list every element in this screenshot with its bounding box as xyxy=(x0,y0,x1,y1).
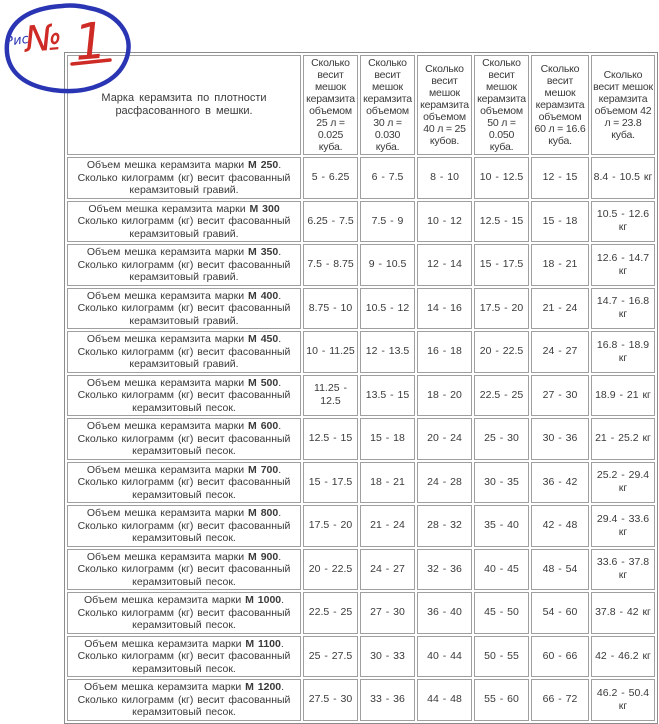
row-label xyxy=(67,636,301,678)
row-label-before: Объем мешка керамзита марки xyxy=(88,202,250,215)
value-cell: 20 - 22.5 xyxy=(474,331,529,373)
value-cell: 66 - 72 xyxy=(531,679,589,721)
value-cell: 36 - 40 xyxy=(417,592,472,634)
row-label xyxy=(67,679,301,721)
value-cell: 7.5 - 8.75 xyxy=(303,244,358,286)
row-grade: М 700 xyxy=(248,463,279,476)
row-label-before: Объем мешка керамзита марки xyxy=(86,159,249,171)
annotation-number-value: 1 xyxy=(71,11,109,72)
column-header-42l: Сколько весит мешок керамзита объемом 42 л = 23.8 куба. xyxy=(591,55,655,155)
value-cell: 15 - 18 xyxy=(360,418,415,460)
row-label xyxy=(67,331,301,373)
table-row xyxy=(67,505,655,547)
value-cell: 5 - 6.25 xyxy=(303,157,358,199)
value-cell: 12 - 14 xyxy=(417,244,472,286)
row-grade: М 350 xyxy=(248,246,279,258)
row-label xyxy=(67,418,301,460)
value-cell: 55 - 60 xyxy=(474,679,529,721)
value-cell: 27 - 30 xyxy=(531,375,589,417)
table-row xyxy=(67,549,655,591)
row-label xyxy=(67,549,301,591)
fig-label: Рис xyxy=(4,31,30,50)
table-row xyxy=(67,244,655,286)
row-grade: М 1100 xyxy=(245,637,281,650)
value-cell: 24 - 28 xyxy=(417,462,472,504)
row-label-after: . Сколько килограмм (кг) весит фасованный керамзитовый гравий. xyxy=(77,246,291,283)
value-cell: 15 - 17.5 xyxy=(303,462,358,504)
value-cell: 15 - 18 xyxy=(531,201,589,243)
value-cell: 30 - 35 xyxy=(474,462,529,504)
row-grade: М 800 xyxy=(248,507,279,519)
value-cell: 21 - 25.2 кг xyxy=(591,418,655,460)
table-row xyxy=(67,375,655,417)
value-cell: 22.5 - 25 xyxy=(474,375,529,417)
row-grade: М 450 xyxy=(248,333,279,345)
value-cell: 33.6 - 37.8 кг xyxy=(591,549,655,591)
row-label xyxy=(67,592,301,634)
value-cell: 42 - 46.2 кг xyxy=(591,636,655,678)
value-cell: 14 - 16 xyxy=(417,288,472,330)
value-cell: 24 - 27 xyxy=(531,331,589,373)
row-label-after: . Сколько килограмм (кг) весит фасованный керамзитовый гравий. xyxy=(77,289,291,327)
table-row xyxy=(67,418,655,460)
row-label-after: . Сколько килограмм (кг) весит фасованный керамзитовый песок. xyxy=(77,681,291,718)
table-row xyxy=(67,462,655,504)
value-cell: 35 - 40 xyxy=(474,505,529,547)
row-label-after: Сколько килограмм (кг) весит фасованный керамзитовый гравий. xyxy=(77,215,291,240)
value-cell: 22.5 - 25 xyxy=(303,592,358,634)
row-label-before: Объем мешка керамзита марки xyxy=(84,637,246,650)
value-cell: 12 - 13.5 xyxy=(360,331,415,373)
value-cell: 60 - 66 xyxy=(531,636,589,678)
value-cell: 8.4 - 10.5 кг xyxy=(591,157,655,199)
value-cell: 14.7 - 16.8 кг xyxy=(591,288,655,330)
annotation-number-sign: № xyxy=(23,16,65,61)
value-cell: 18 - 21 xyxy=(531,244,589,286)
value-cell: 50 - 55 xyxy=(474,636,529,678)
value-cell: 16.8 - 18.9 кг xyxy=(591,331,655,373)
value-cell: 10 - 12.5 xyxy=(474,157,529,199)
value-cell: 30 - 36 xyxy=(531,418,589,460)
value-cell: 10.5 - 12 xyxy=(360,288,415,330)
table-row xyxy=(67,288,655,330)
value-cell: 24 - 27 xyxy=(360,549,415,591)
value-cell: 25 - 27.5 xyxy=(303,636,358,678)
value-cell: 12.5 - 15 xyxy=(474,201,529,243)
value-cell: 9 - 10.5 xyxy=(360,244,415,286)
row-label-after: . Сколько килограмм (кг) весит фасованный керамзитовый гравий. xyxy=(77,159,291,196)
row-label-after: . Сколько килограмм (кг) весит фасованный керамзитовый песок. xyxy=(77,463,291,501)
corner-header: Марка керамзита по плотности расфасованного в мешки. xyxy=(67,55,301,155)
row-label xyxy=(67,462,301,504)
value-cell: 32 - 36 xyxy=(417,549,472,591)
row-label xyxy=(67,244,301,286)
value-cell: 46.2 - 50.4 кг xyxy=(591,679,655,721)
value-cell: 37.8 - 42 кг xyxy=(591,592,655,634)
row-grade: М 1000 xyxy=(245,594,282,606)
value-cell: 40 - 45 xyxy=(474,549,529,591)
row-label xyxy=(67,288,301,330)
row-label-before: Объем мешка керамзита марки xyxy=(86,333,249,345)
value-cell: 16 - 18 xyxy=(417,331,472,373)
row-label-after: . Сколько килограмм (кг) весит фасованный керамзитовый песок. xyxy=(77,376,291,414)
row-label-before: Объем мешка керамзита марки xyxy=(86,289,249,302)
value-cell: 7.5 - 9 xyxy=(360,201,415,243)
column-header-25l: Сколько весит мешок керамзита объемом 25 л = 0.025 куба. xyxy=(303,55,358,155)
value-cell: 12.6 - 14.7 кг xyxy=(591,244,655,286)
value-cell: 25.2 - 29.4 кг xyxy=(591,462,655,504)
value-cell: 11.25 - 12.5 xyxy=(303,375,358,417)
value-cell: 20 - 22.5 xyxy=(303,549,358,591)
row-label-after: . Сколько килограмм (кг) весит фасованный керамзитовый песок. xyxy=(77,507,291,544)
value-cell: 12.5 - 15 xyxy=(303,418,358,460)
table-row xyxy=(67,636,655,678)
header-row xyxy=(67,55,655,155)
value-cell: 6.25 - 7.5 xyxy=(303,201,358,243)
row-grade: М 600 xyxy=(248,420,279,432)
row-grade: М 900 xyxy=(248,550,279,563)
row-label-before: Объем мешка керамзита марки xyxy=(86,420,249,432)
row-label-before: Объем мешка керамзита марки xyxy=(86,246,249,258)
value-cell: 18.9 - 21 кг xyxy=(591,375,655,417)
value-cell: 10 - 11.25 xyxy=(303,331,358,373)
row-grade: М 250 xyxy=(248,159,279,171)
value-cell: 6 - 7.5 xyxy=(360,157,415,199)
row-label xyxy=(67,201,301,243)
row-label-before: Объем мешка керамзита марки xyxy=(86,550,249,563)
column-header-40l: Сколько весит мешок керамзита объемом 40 л = 25 кубов. xyxy=(417,55,472,155)
row-label-before: Объем мешка керамзита марки xyxy=(83,681,246,693)
row-label-before: Объем мешка керамзита марки xyxy=(86,463,249,476)
value-cell: 15 - 17.5 xyxy=(474,244,529,286)
row-label-before: Объем мешка керамзита марки xyxy=(86,376,249,389)
value-cell: 18 - 20 xyxy=(417,375,472,417)
value-cell: 40 - 44 xyxy=(417,636,472,678)
value-cell: 20 - 24 xyxy=(417,418,472,460)
value-cell: 10.5 - 12.6 кг xyxy=(591,201,655,243)
value-cell: 45 - 50 xyxy=(474,592,529,634)
value-cell: 28 - 32 xyxy=(417,505,472,547)
row-label-after: . Сколько килограмм (кг) весит фасованный керамзитовый песок. xyxy=(77,594,291,631)
value-cell: 27.5 - 30 xyxy=(303,679,358,721)
value-cell: 18 - 21 xyxy=(360,462,415,504)
row-label-after: . Сколько килограмм (кг) весит фасованный керамзитовый песок. xyxy=(77,550,291,588)
value-cell: 17.5 - 20 xyxy=(303,505,358,547)
value-cell: 21 - 24 xyxy=(531,288,589,330)
value-cell: 21 - 24 xyxy=(360,505,415,547)
table-row xyxy=(67,201,655,243)
row-label-before: Объем мешка керамзита марки xyxy=(86,507,249,519)
table-row xyxy=(67,331,655,373)
value-cell: 13.5 - 15 xyxy=(360,375,415,417)
value-cell: 42 - 48 xyxy=(531,505,589,547)
row-label-after: . Сколько килограмм (кг) весит фасованный керамзитовый песок. xyxy=(77,420,291,457)
row-label-before: Объем мешка керамзита марки xyxy=(83,594,246,606)
column-header-60l: Сколько весит мешок керамзита объемом 60 л = 16.6 куба. xyxy=(531,55,589,155)
value-cell: 8 - 10 xyxy=(417,157,472,199)
keramzit-weight-table xyxy=(64,52,658,724)
row-label-after: . Сколько килограмм (кг) весит фасованный керамзитовый гравий. xyxy=(77,333,291,370)
value-cell: 54 - 60 xyxy=(531,592,589,634)
row-grade: М 400 xyxy=(248,289,279,302)
value-cell: 8.75 - 10 xyxy=(303,288,358,330)
row-label-after: . Сколько килограмм (кг) весит фасованный керамзитовый песок. xyxy=(77,637,291,675)
row-grade: М 500 xyxy=(248,376,279,389)
value-cell: 25 - 30 xyxy=(474,418,529,460)
value-cell: 17.5 - 20 xyxy=(474,288,529,330)
row-grade: М 300 xyxy=(249,202,280,215)
value-cell: 10 - 12 xyxy=(417,201,472,243)
row-grade: М 1200 xyxy=(245,681,282,693)
value-cell: 48 - 54 xyxy=(531,549,589,591)
value-cell: 30 - 33 xyxy=(360,636,415,678)
table-row xyxy=(67,157,655,199)
row-label xyxy=(67,505,301,547)
row-label xyxy=(67,375,301,417)
table-row xyxy=(67,679,655,721)
column-header-50l: Сколько весит мешок керамзита объемом 50 л = 0.050 куба. xyxy=(474,55,529,155)
value-cell: 36 - 42 xyxy=(531,462,589,504)
value-cell: 33 - 36 xyxy=(360,679,415,721)
table-body xyxy=(67,157,655,721)
value-cell: 29.4 - 33.6 кг xyxy=(591,505,655,547)
value-cell: 44 - 48 xyxy=(417,679,472,721)
row-label xyxy=(67,157,301,199)
value-cell: 12 - 15 xyxy=(531,157,589,199)
table-row xyxy=(67,592,655,634)
column-header-30l: Сколько весит мешок керамзита объемом 30 л = 0.030 куба. xyxy=(360,55,415,155)
value-cell: 27 - 30 xyxy=(360,592,415,634)
